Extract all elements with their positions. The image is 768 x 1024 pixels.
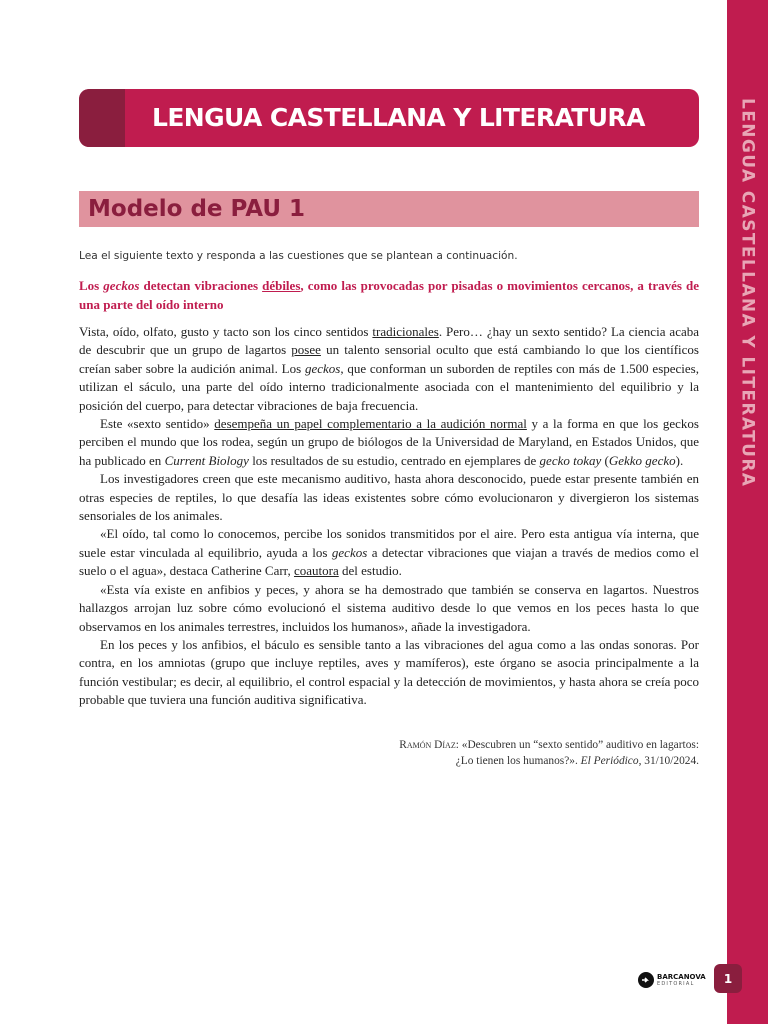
- sidebar-title: LENGUA CASTELLANA Y LITERATURA: [737, 98, 758, 488]
- subject-header: [79, 89, 699, 147]
- article-subtitle: Los geckos detectan vibraciones débiles, como las provocadas por pisadas o movimientos cercanos, a través de una parte del oído interno: [79, 278, 699, 312]
- header-accent: [79, 89, 125, 147]
- logo-name: BARCANOVA: [657, 972, 706, 981]
- instruction-text: Lea el siguiente texto y responda a las cuestiones que se plantean a continuación.: [79, 250, 518, 262]
- paragraph-3: Los investigadores creen que este mecanismo auditivo, hasta ahora desconocido, puede estar presente también en otras especies de reptiles, lo que desafía las ideas existentes sobre cómo evolucionaron y divergieron los sistemas sensoriales de los animales.: [79, 471, 699, 524]
- subject-title: LENGUA CASTELLANA Y LITERATURA: [152, 103, 645, 132]
- paragraph-4: «El oído, tal como lo conocemos, percibe los sonidos transmitidos por el aire. Pero esta antigua vía interna, que suele estar vinculada al equilibrio, ayuda a los geckos a detectar vibraciones que viajan a través de medios como el suelo o el agua», destaca Catherine Carr, coautora del estudio.: [79, 526, 699, 579]
- publisher-logo: [638, 969, 706, 991]
- paragraph-6: En los peces y los anfibios, el báculo es sensible tanto a las vibraciones del agua como a las ondas sonoras. Por contra, en los amniotas (grupo que incluye reptiles, aves y mamíferos), este órgano se asocia principalmente a la función vestibular; es decir, al equilibrio, el control espacial y la detección de movimientos, y hasta ahora se creía poco probable que tuviera una función auditiva significativa.: [79, 636, 699, 708]
- article-body: [79, 323, 699, 710]
- section-title: Modelo de PAU 1: [88, 196, 306, 222]
- paragraph-5: «Esta vía existe en anfibios y peces, y ahora se ha demostrado que también se conserva en lagartos. Nuestros hallazgos arrojan luz sobre cómo evolucionó el sistema auditivo desde lo que vemos en los peces hasta lo que observamos en los animales terrestres, incluidos los humanos», añade la investigadora.: [79, 581, 699, 634]
- source-citation: Ramón Díaz: «Descubren un “sexto sentido” auditivo en lagartos: ¿Lo tienen los humanos?». El Periódico, 31/10/2024.: [399, 739, 699, 767]
- logo-subtitle: EDITORIAL: [657, 980, 695, 987]
- section-header: [79, 191, 699, 227]
- paragraph-2: Este «sexto sentido» desempeña un papel complementario a la audición normal y a la forma en que los geckos perciben el mundo que los rodea, según un grupo de biólogos de la Universidad de Maryland, en Estados Unidos, que ha publicado en Current Biology los resultados de su estudio, centrado en ejemplares de gecko tokay (Gekko gecko).: [79, 416, 699, 468]
- page-number: 1: [714, 964, 742, 993]
- paragraph-1: Vista, oído, olfato, gusto y tacto son los cinco sentidos tradicionales. Pero… ¿hay un sexto sentido? La ciencia acaba de descubrir que un grupo de lagartos posee un talento sensorial oculto que está cambiando lo que los científicos creían saber sobre la audición animal. Los geckos, que conforman un suborden de reptiles con más de 1.500 especies, utilizan el sáculo, una parte del oído interno tradicionalmente asociada con el mantenimiento del equilibrio y la posición del cuerpo, para detectar vibraciones de baja frecuencia.: [79, 324, 700, 413]
- barcanova-logo-icon: [638, 972, 654, 988]
